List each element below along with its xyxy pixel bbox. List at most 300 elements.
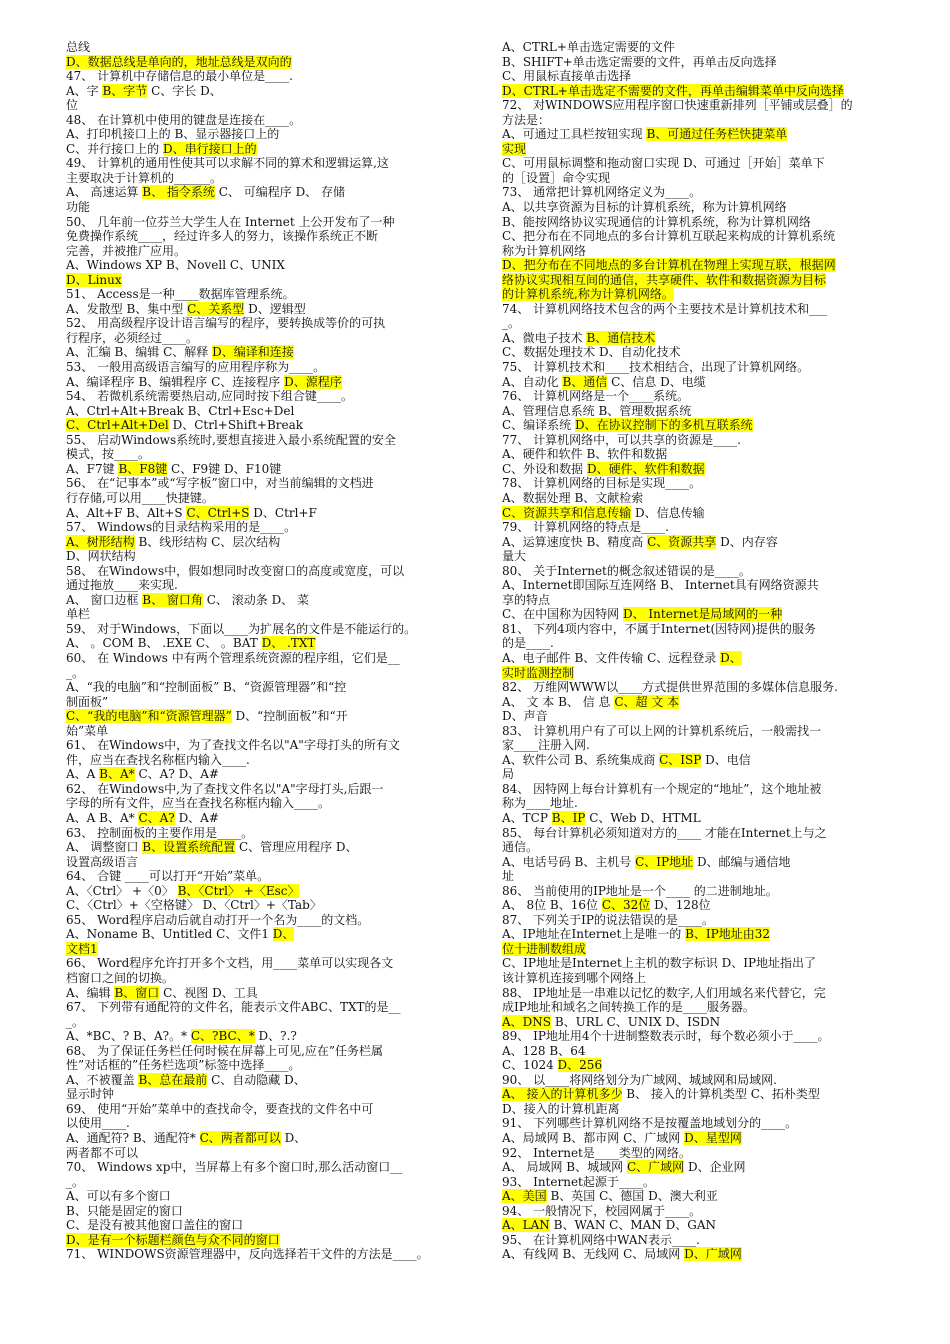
line-text: A、可通过工具栏按钮实现 (502, 127, 647, 142)
line-text: 单栏 (66, 607, 91, 622)
text-line (502, 171, 910, 186)
text-line (502, 1131, 910, 1146)
text-line (502, 1233, 910, 1248)
line-text-rest: C、 可编程序 D、 存储 (214, 185, 345, 200)
line-text: 58、 在Windows中，假如想同时改变窗口的高度或宽度，可以 (66, 563, 405, 578)
line-text: A、字 (66, 83, 103, 98)
line-text: 总线 (66, 40, 91, 54)
text-line (502, 185, 910, 200)
text-line (502, 695, 910, 710)
text-line (502, 1044, 910, 1059)
text-line (502, 622, 910, 637)
line-text: 络协议实现相互间的通信，共享硬件、软件和数据资源为目标 (502, 272, 827, 287)
line-text: 78、 计算机网络的目标是实现____。 (502, 476, 702, 491)
highlighted-answer: A、DNS (502, 1014, 552, 1029)
line-text: 84、 因特网上每台计算机有一个规定的“地址”，这个地址被 (502, 781, 822, 796)
line-text: A、发散型 B、集中型 (66, 301, 188, 316)
text-line (66, 1160, 504, 1175)
line-text: A、TCP (502, 810, 552, 825)
text-line (66, 695, 504, 710)
text-line (502, 98, 910, 113)
text-line (66, 40, 504, 55)
line-text-rest: D、?.? (254, 1029, 297, 1044)
text-line (502, 520, 910, 535)
text-line (502, 869, 910, 884)
text-line (66, 345, 504, 360)
text-line (66, 564, 504, 579)
text-line (66, 956, 504, 971)
text-line (502, 1087, 910, 1102)
text-line (502, 1116, 910, 1131)
text-line (502, 1218, 910, 1233)
text-line (502, 564, 910, 579)
line-text: 89、 IP地址用4个十进制整数表示时，每个数必须小于____。 (502, 1029, 830, 1044)
text-line (66, 1247, 504, 1262)
text-line (66, 680, 504, 695)
line-text: 功能 (66, 200, 91, 215)
line-text: 的是____. (502, 636, 554, 651)
text-line (502, 753, 910, 768)
text-line (502, 418, 910, 433)
line-text: 方法是： (502, 112, 551, 127)
line-text: C、编译系统 (502, 418, 575, 433)
line-text: 83、 计算机用户有了可以上网的计算机系统后，一般需找一 (502, 723, 822, 738)
line-text: C、可用鼠标调整和拖动窗口实现 D、可通过［开始］菜单下 (502, 156, 825, 171)
line-text: A、 文 本 B、 信 息 (502, 694, 615, 709)
line-text: B、SHIFT+单击选定需要的文件，再单击反向选择 (502, 54, 777, 69)
line-text-rest: C、 滚动条 D、 菜 (202, 592, 309, 607)
text-line (502, 1146, 910, 1161)
text-line (502, 782, 910, 797)
line-text: 75、 计算机技术和____技术相结合，出现了计算机网络。 (502, 360, 810, 375)
highlighted-answer: C、超 文 本 (614, 694, 680, 709)
text-line (502, 360, 910, 375)
line-text: 76、 计算机网络是一个____系统。 (502, 389, 690, 404)
highlighted-answer: D、 .TXT (261, 636, 316, 651)
highlighted-answer: B、总在最前 (138, 1072, 208, 1087)
line-text-rest: D、A# (174, 810, 219, 825)
line-text: 81、 下列4项内容中，不属于Internet(因特网)提供的服务 (502, 621, 816, 636)
text-line (502, 345, 910, 360)
line-text: 61、 在Windows中，为了查找文件名以"A"字母打头的所有文 (66, 738, 400, 753)
text-line (502, 142, 910, 157)
highlighted-answer: B、A* (99, 767, 135, 782)
line-text: 51、 Access是一种____数据库管理系统。 (66, 287, 295, 302)
line-text: 称为计算机网络 (502, 243, 587, 258)
text-line (66, 782, 504, 797)
line-text: 92、 Internet是____类型的网络。 (502, 1145, 691, 1160)
text-line (502, 302, 910, 317)
line-text: C、1024 (502, 1058, 558, 1073)
line-text: 82、 万维网WWW以____方式提供世界范围的多媒体信息服务. (502, 680, 838, 695)
line-text: 显示时钟 (66, 1087, 115, 1102)
text-line (502, 258, 910, 273)
line-text: A、电话号码 B、主机号 (502, 854, 636, 869)
highlighted-answer: C、?BC、* (190, 1029, 255, 1044)
line-text: 91、 下列哪些计算机网络不是按覆盖地域划分的____。 (502, 1116, 798, 1131)
text-line (502, 491, 910, 506)
text-line (502, 767, 910, 782)
line-text: 字母的所有文件，应当在查找名称框内输入____。 (66, 796, 331, 811)
text-line (502, 389, 910, 404)
text-line (66, 724, 504, 739)
highlighted-answer: A、树形结构 (66, 534, 135, 549)
text-line (66, 535, 504, 550)
line-text: 68、 为了保证任务栏任何时候在屏幕上可见,应在”任务栏属 (66, 1043, 384, 1058)
line-text: A、以共享资源为目标的计算机系统，称为计算机网络 (502, 200, 787, 215)
line-text-rest: D、 (280, 1131, 307, 1146)
text-line (502, 607, 910, 622)
highlighted-answer: C、32位 (601, 898, 651, 913)
line-text: 性”对话框的”任务栏选项”标签中选择____。 (66, 1058, 301, 1073)
text-line (66, 418, 504, 433)
text-line (502, 840, 910, 855)
text-line (66, 986, 504, 1001)
text-line (66, 142, 504, 157)
highlighted-answer: A、美国 (502, 1189, 547, 1204)
text-line (502, 404, 910, 419)
line-text: A、 调整窗口 (66, 840, 143, 855)
highlighted-answer: B、可通过任务栏快捷菜单 (646, 127, 788, 142)
text-line (66, 375, 504, 390)
line-text: 50、 几年前一位芬兰大学生人在 Internet 上公开发布了一种 (66, 214, 395, 229)
line-text: 72、 对WINDOWS应用程序窗口快速重新排列［平铺或层叠］的 (502, 98, 853, 113)
line-text-rest: B、线形结构 C、层次结构 (134, 534, 281, 549)
text-line (66, 636, 504, 651)
line-text-rest: C、自动隐藏 D、 (207, 1072, 306, 1087)
line-text: 位 (66, 98, 79, 113)
highlighted-answer: B、字节 (102, 83, 148, 98)
text-line (66, 913, 504, 928)
line-text: 93、 Internet起源于____。 (502, 1174, 655, 1189)
text-line (502, 898, 910, 913)
line-text: D、把分布在不同地点的多台计算机在物理上实现互联，根据网 (502, 258, 836, 273)
text-line (66, 869, 504, 884)
line-text: D、声音 (502, 709, 548, 724)
text-line (66, 971, 504, 986)
highlighted-answer: B、 指令系统 (142, 185, 215, 200)
text-line (66, 593, 504, 608)
text-line (66, 69, 504, 84)
line-text-rest: D、内存容 (716, 534, 778, 549)
text-line (66, 1233, 504, 1248)
line-text-rest: B、WAN C、MAN D、GAN (549, 1218, 716, 1233)
line-text: 家____注册入网. (502, 738, 590, 753)
text-line (66, 1102, 504, 1117)
line-text: _。 (502, 316, 521, 331)
line-text: 90、 以____将网络划分为广域网、城域网和局域网. (502, 1072, 777, 1087)
highlighted-answer: C、Ctrl+Alt+Del (66, 418, 169, 433)
line-text: 设置高级语言 (66, 854, 139, 869)
text-line (66, 753, 504, 768)
line-text: A、汇编 B、编辑 C、解释 (66, 345, 213, 360)
highlighted-answer: B、〈Ctrl〉 +〈Esc〉 (177, 883, 300, 898)
line-text: 88、 IP地址是一串难以记忆的数字,人们用域名来代替它，完 (502, 985, 826, 1000)
line-text: 两者都不可以 (66, 1145, 139, 1160)
line-text: A、编译程序 B、编辑程序 C、连接程序 (66, 374, 285, 389)
text-line (502, 855, 910, 870)
line-text: 行存储,可以用____快捷键。 (66, 490, 214, 505)
line-text: 87、 下列关于IP的说法错误的是____。 (502, 912, 714, 927)
line-text: D、Linux (66, 272, 122, 287)
line-text: C、是没有被其他窗口盖住的窗口 (66, 1218, 244, 1233)
line-text: B、只能是固定的窗口 (66, 1203, 183, 1218)
text-line (502, 651, 910, 666)
line-text: 完善，并被推广应用。 (66, 243, 187, 258)
text-line (502, 913, 910, 928)
line-text: A、微电子技术 (502, 330, 587, 345)
text-line (66, 1029, 504, 1044)
line-text: 66、 Word程序允许打开多个文档，用____菜单可以实现各文 (66, 956, 394, 971)
line-text: A、〈Ctrl〉 +〈0〉 (66, 883, 178, 898)
line-text: 通过拖放____来实现. (66, 578, 178, 593)
highlighted-answer: D、星型网 (684, 1131, 742, 1146)
line-text: 量大 (502, 549, 527, 564)
text-line (502, 287, 910, 302)
line-text: 73、 通常把计算机网络定义为____。 (502, 185, 702, 200)
text-line (66, 1000, 504, 1015)
text-line (66, 55, 504, 70)
text-line (502, 244, 910, 259)
line-text: 制面板” (66, 694, 109, 709)
text-line (66, 1204, 504, 1219)
text-line (66, 622, 504, 637)
text-line (502, 549, 910, 564)
line-text: 54、 若微机系统需要热启动,应同时按下组合键____。 (66, 389, 353, 404)
line-text: _。 (66, 1174, 85, 1189)
text-line (66, 404, 504, 419)
text-line (66, 1175, 504, 1190)
line-text: B、能按网络协议实现通信的计算机系统，称为计算机网络 (502, 214, 811, 229)
line-text: A、运算速度快 B、精度高 (502, 534, 648, 549)
text-line (66, 98, 504, 113)
line-text: A、*BC、? B、A?。* (66, 1029, 191, 1044)
line-text-rest: D、128位 (650, 898, 711, 913)
text-line (502, 55, 910, 70)
line-text: A、电子邮件 B、文件传输 C、远程登录 (502, 650, 721, 665)
text-line (66, 520, 504, 535)
line-text: C、并行接口上的 (66, 141, 163, 156)
line-text: 实现 (502, 141, 527, 156)
text-line (502, 1073, 910, 1088)
line-text-rest: C、A? D、A# (134, 767, 219, 782)
line-text: 53、 一般用高级语言编写的应用程序称为____。 (66, 360, 326, 375)
text-line (502, 215, 910, 230)
line-text: 行程序，必须经过____。 (66, 330, 199, 345)
line-text: 件，应当在查找名称框内输入____. (66, 752, 250, 767)
line-text: 60、 在 Windows 中有两个管理系统资源的程序组，它们是__ (66, 650, 400, 665)
line-text: 局 (502, 767, 515, 782)
line-text: 69、 使用“开始”菜单中的查找命令，要查找的文件名中可 (66, 1101, 374, 1116)
line-text: 55、 启动Windows系统时,要想直接进入最小系统配置的安全 (66, 432, 396, 447)
line-text: 62、 在Windows中,为了查找文件名以"A"字母打头,后跟一 (66, 781, 384, 796)
text-line (502, 476, 910, 491)
line-text: 59、 对于Windows，下面以____为扩展名的文件是不能运行的。 (66, 621, 417, 636)
text-line (502, 506, 910, 521)
text-line (502, 593, 910, 608)
text-line (66, 185, 504, 200)
highlighted-answer: B、IP (551, 810, 586, 825)
highlighted-answer: C、ISP (659, 752, 702, 767)
line-text: A、A B、A* (66, 810, 139, 825)
highlighted-answer: B、设置系统配置 (142, 840, 236, 855)
text-line (66, 651, 504, 666)
line-text: 65、 Word程序启动后就自动打开一个名为____的文档。 (66, 912, 370, 927)
text-line (66, 1044, 504, 1059)
text-line (66, 811, 504, 826)
text-line (502, 1058, 910, 1073)
line-text: D、CTRL+单击选定不需要的文件，再单击编辑菜单中反向选择 (502, 83, 844, 98)
highlighted-answer: D、编译和连接 (212, 345, 294, 360)
line-text: 该计算机连接到哪个网络上 (502, 971, 647, 985)
text-line (66, 491, 504, 506)
right-column (502, 40, 910, 1262)
text-line (66, 215, 504, 230)
text-line (66, 709, 504, 724)
line-text: _。 (66, 1014, 85, 1029)
line-text: C、用鼠标直接单击选择 (502, 69, 632, 84)
line-text: 64、 合键 ____可以打开“开始”菜单。 (66, 869, 270, 884)
line-text: A、 高速运算 (66, 185, 143, 200)
line-text-rest: B、英国 C、德国 D、澳大利亚 (546, 1189, 718, 1204)
text-line (66, 1058, 504, 1073)
text-line (66, 447, 504, 462)
text-line (66, 360, 504, 375)
highlighted-answer: B、 窗口角 (142, 592, 203, 607)
line-text: 主要取决于计算机的______。 (66, 170, 223, 185)
line-text: 80、 关于Internet的概念叙述错误的是____。 (502, 563, 751, 578)
line-text: 通信。 (502, 840, 539, 855)
line-text: A、 局域网 B、城域网 (502, 1160, 627, 1175)
highlighted-answer: A、LAN (502, 1218, 550, 1233)
line-text: 52、 用高级程序设计语言编写的程序，要转换成等价的可执 (66, 316, 386, 331)
line-text: A、数据处理 B、文献检索 (502, 490, 644, 505)
line-text: 48、 在计算机中使用的键盘是连接在____。 (66, 112, 302, 127)
highlighted-answer: B、通信技术 (586, 330, 656, 345)
text-line (502, 680, 910, 695)
line-text: 模式，按____。 (66, 447, 151, 462)
line-text: A、“我的电脑”和“控制面板” B、“资源管理器”和“控 (66, 680, 347, 695)
line-text: A、128 B、64 (502, 1043, 586, 1058)
line-text: A、 8位 B、16位 (502, 898, 602, 913)
text-line (66, 1073, 504, 1088)
text-line (66, 156, 504, 171)
text-line (502, 1175, 910, 1190)
text-line (502, 273, 910, 288)
highlighted-answer: D、串行接口上的 (163, 141, 257, 156)
line-text: A、Ctrl+Alt+Break B、Ctrl+Esc+Del (66, 403, 295, 418)
text-line (66, 113, 504, 128)
line-text: 67、 下列带有通配符的文件名，能表示文件ABC、TXT的是__ (66, 1000, 401, 1015)
text-line (66, 244, 504, 259)
text-line (66, 1087, 504, 1102)
line-text: 以使用____. (66, 1116, 130, 1131)
text-line (66, 796, 504, 811)
line-text-rest: D、Ctrl+F (249, 505, 317, 520)
line-text: A、Alt+F B、Alt+S (66, 505, 187, 520)
text-line (66, 84, 504, 99)
highlighted-answer: C、A? (138, 810, 175, 825)
line-text-rest: D、逻辑型 (244, 301, 306, 316)
line-text: _。 (66, 665, 85, 680)
highlighted-answer: C、两者都可以 (199, 1131, 281, 1146)
line-text: 49、 计算机的通用性使其可以求解不同的算术和逻辑运算,这 (66, 156, 389, 171)
line-text-rest: C、Web D、HTML (585, 810, 701, 825)
text-line (66, 666, 504, 681)
highlighted-answer: D、 Internet是局域网的一种 (623, 607, 783, 622)
text-line (502, 942, 910, 957)
text-line (66, 127, 504, 142)
text-line (66, 1131, 504, 1146)
text-line (502, 113, 910, 128)
line-text: A、软件公司 B、系统集成商 (502, 752, 660, 767)
line-text: 免费操作系统____，经过许多人的努力，该操作系统正不断 (66, 229, 379, 244)
text-line (66, 171, 504, 186)
line-text: 称为____地址. (502, 796, 578, 811)
line-text-rest: D、邮编与通信地 (693, 854, 791, 869)
text-line (502, 433, 910, 448)
text-line (66, 1218, 504, 1233)
line-text: A、IP地址在Internet上是唯一的 (502, 927, 686, 942)
text-line (66, 1015, 504, 1030)
line-text: C、“我的电脑”和“资源管理器” (66, 709, 232, 724)
text-line (502, 666, 910, 681)
highlighted-answer: B、F8键 (118, 461, 168, 476)
line-text: 79、 计算机网络的特点是____. (502, 520, 669, 535)
line-text: 86、 当前使用的IP地址是一个____ 的二进制地址。 (502, 883, 778, 898)
line-text-rest: C、字长 D、 (147, 83, 222, 98)
line-text: 56、 在“记事本”或“写字板”窗口中，对当前编辑的文档进 (66, 476, 374, 491)
line-text: D、数据总线是单向的，地址总线是双向的 (66, 54, 292, 69)
text-line (502, 986, 910, 1001)
text-line (502, 1015, 910, 1030)
text-line (66, 389, 504, 404)
line-text: A、打印机接口上的 B、显示器接口上的 (66, 127, 280, 142)
line-text: A、Internet即国际互连网络 B、 Internet具有网络资源共 (502, 578, 819, 593)
text-line (66, 302, 504, 317)
line-text: A、管理信息系统 B、管理数据系统 (502, 403, 692, 418)
line-text: 文档1 (66, 941, 98, 956)
highlighted-answer: B、IP地址由32 (685, 927, 770, 942)
text-line (502, 375, 910, 390)
line-text: A、CTRL+单击选定需要的文件 (502, 40, 675, 54)
line-text-rest: D、信息传输 (631, 505, 705, 520)
text-line (66, 1189, 504, 1204)
text-line (502, 1029, 910, 1044)
text-line (66, 506, 504, 521)
text-line (502, 636, 910, 651)
line-text: 的计算机系统,称为计算机网络。 (502, 287, 674, 302)
highlighted-answer: C、广域网 (626, 1160, 685, 1175)
text-line (66, 942, 504, 957)
text-line (502, 578, 910, 593)
line-text: 77、 计算机网络中，可以共享的资源是____. (502, 432, 741, 447)
line-text: A、通配符? B、通配符* (66, 1131, 200, 1146)
left-column (66, 40, 504, 1262)
line-text: A、F7键 (66, 461, 119, 476)
line-text: 71、 WINDOWS资源管理器中，反向选择若干文件的方法是____。 (66, 1247, 429, 1262)
text-line (502, 331, 910, 346)
text-line (66, 578, 504, 593)
highlighted-answer: D、在协议控制下的多机互联系统 (575, 418, 753, 433)
line-text: 70、 Windows xp中，当屏幕上有多个窗口时,那么活动窗口__ (66, 1160, 403, 1175)
line-text: 始”菜单 (66, 723, 109, 738)
text-line (66, 607, 504, 622)
line-text-rest: D、Ctrl+Shift+Break (168, 418, 304, 433)
text-line (502, 927, 910, 942)
text-line (66, 287, 504, 302)
text-line (502, 156, 910, 171)
